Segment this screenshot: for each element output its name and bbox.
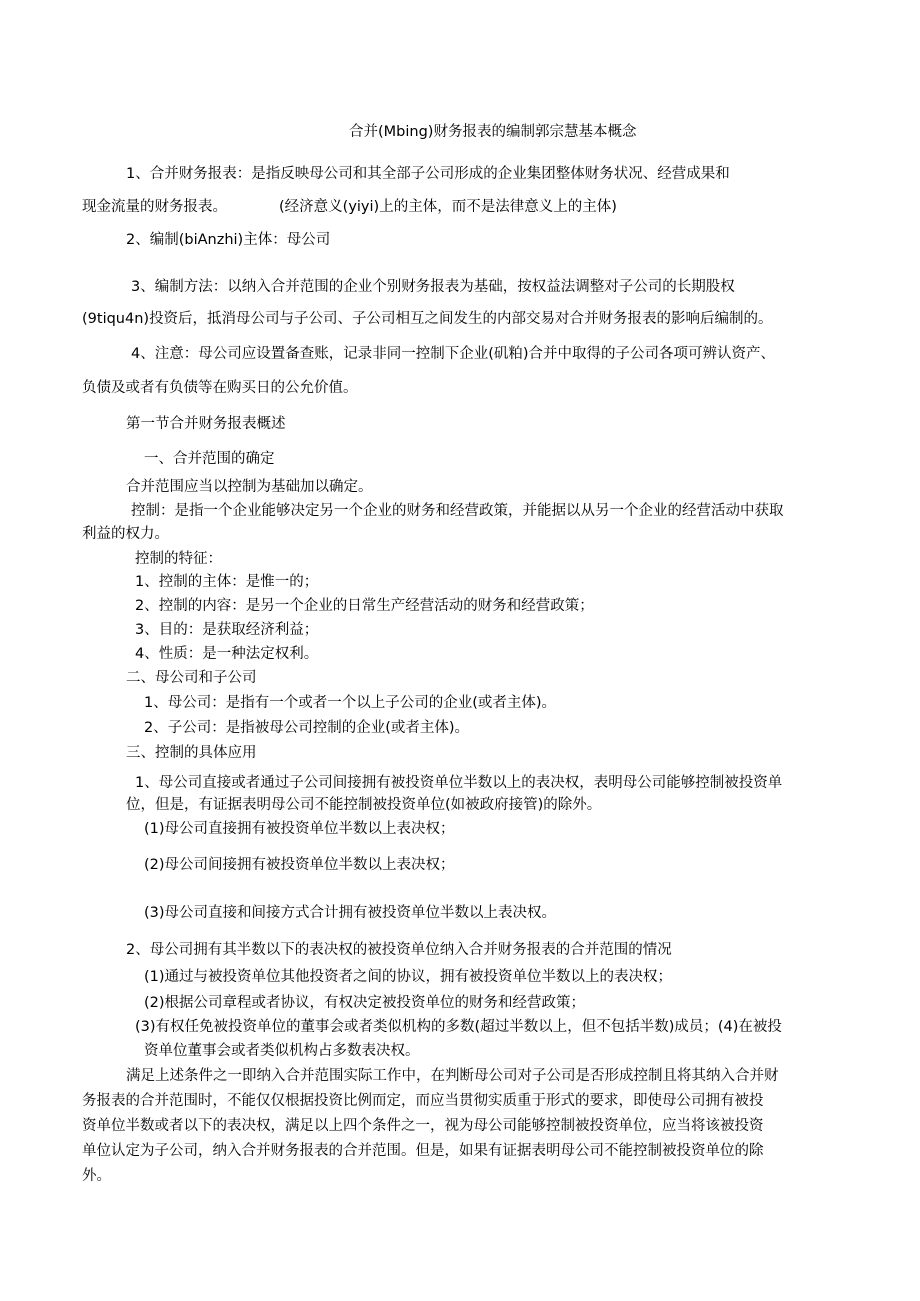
intro-paragraph-1-line-2 (82, 197, 617, 217)
application-1-item-2: (2)母公司间接拥有被投资单位半数以上表决权； (144, 857, 455, 873)
intro-paragraph-4-line-2: 负债及或者有负债等在购买日的公允价值。 (82, 380, 358, 396)
intro-paragraph-1-note: (经济意义(yiyi)上的主体，而不是法律意义上的主体) (279, 199, 617, 215)
application-1-line-2: 位，但是，有证据表明母公司不能控制被投资单位(如被政府接管)的除外。 (126, 797, 602, 813)
intro-paragraph-3-line-2: (9tiqu4n)投资后，抵消母公司与子公司、子公司相互之间发生的内部交易对合并财务报表的影响后编制的。 (82, 311, 773, 327)
application-2-item-1: (1)通过与被投资单位其他投资者之间的协议，拥有被投资单位半数以上的表决权； (144, 969, 673, 985)
subsidiary-definition: 2、子公司：是指被母公司控制的企业(或者主体)。 (144, 720, 470, 736)
subheading-scope: 一、合并范围的确定 (144, 451, 275, 467)
feature-item-1: 1、控制的主体：是惟一的； (135, 574, 319, 590)
application-2-item-3-line-1: (3)有权任免被投资单位的董事会或者类似机构的多数(超过半数以上，但不包括半数)成员；(4)在被投 (135, 1019, 782, 1035)
intro-paragraph-3-line-1: 3、编制方法：以纳入合并范围的企业个别财务报表为基础，按权益法调整对子公司的长期股权 (131, 279, 735, 295)
conclusion-line-4: 单位认定为子公司，纳入合并财务报表的合并范围。但是，如果有证据表明母公司不能控制被投资单位的除 (82, 1143, 764, 1159)
subheading-parent-subsidiary: 二、母公司和子公司 (126, 670, 257, 686)
control-definition-line-2: 利益的权力。 (82, 526, 169, 542)
application-1-item-1: (1)母公司直接拥有被投资单位半数以上表决权； (144, 821, 455, 837)
conclusion-line-5: 外。 (82, 1168, 111, 1184)
control-definition-line-1: 控制：是指一个企业能够决定另一个企业的财务和经营政策，并能据以从另一个企业的经营活动中获取 (131, 503, 784, 519)
control-features-label: 控制的特征： (135, 551, 222, 567)
subheading-application: 三、控制的具体应用 (126, 745, 257, 761)
application-2-item-3-line-2: 资单位董事会或者类似机构占多数表决权。 (144, 1043, 420, 1059)
parent-definition: 1、母公司：是指有一个或者一个以上子公司的企业(或者主体)。 (144, 695, 557, 711)
application-1-line-1: 1、母公司直接或者通过子公司间接拥有被投资单位半数以上的表决权，表明母公司能够控制被投资单 (135, 775, 783, 791)
feature-item-4: 4、性质：是一种法定权利。 (135, 646, 319, 662)
page-title: 合并(Mbing)财务报表的编制郭宗慧基本概念 (349, 124, 637, 140)
intro-paragraph-2: 2、编制(biAnzhi)主体：母公司 (126, 232, 331, 248)
feature-item-3: 3、目的：是获取经济利益； (135, 622, 319, 638)
application-1-item-3: (3)母公司直接和间接方式合计拥有被投资单位半数以上表决权。 (144, 905, 557, 921)
conclusion-line-1: 满足上述条件之一即纳入合并范围实际工作中，在判断母公司对子公司是否形成控制且将其纳入合并财 (126, 1068, 779, 1084)
section-heading: 第一节合并财务报表概述 (126, 416, 286, 432)
scope-line-1: 合并范围应当以控制为基础加以确定。 (126, 479, 373, 495)
intro-paragraph-1-line-1: 1、合并财务报表：是指反映母公司和其全部子公司形成的企业集团整体财务状况、经营成果和 (126, 166, 730, 182)
intro-paragraph-4-line-1: 4、注意：母公司应设置备查账，记录非同一控制下企业(矶粕)合并中取得的子公司各项可辨认资产、 (131, 346, 776, 362)
conclusion-line-3: 资单位半数或者以下的表决权，满足以上四个条件之一，视为母公司能够控制被投资单位，应当将该被投资 (82, 1118, 764, 1134)
conclusion-line-2: 务报表的合并范围时，不能仅仅根据投资比例而定，而应当贯彻实质重于形式的要求，即使母公司拥有被投 (82, 1093, 764, 1109)
application-2-item-2: (2)根据公司章程或者协议，有权决定被投资单位的财务和经营政策； (144, 995, 586, 1011)
feature-item-2: 2、控制的内容：是另一个企业的日常生产经营活动的财务和经营政策； (135, 598, 594, 614)
intro-paragraph-1-text: 现金流量的财务报表。 (82, 199, 227, 215)
application-2-heading: 2、母公司拥有其半数以下的表决权的被投资单位纳入合并财务报表的合并范围的情况 (126, 942, 672, 958)
